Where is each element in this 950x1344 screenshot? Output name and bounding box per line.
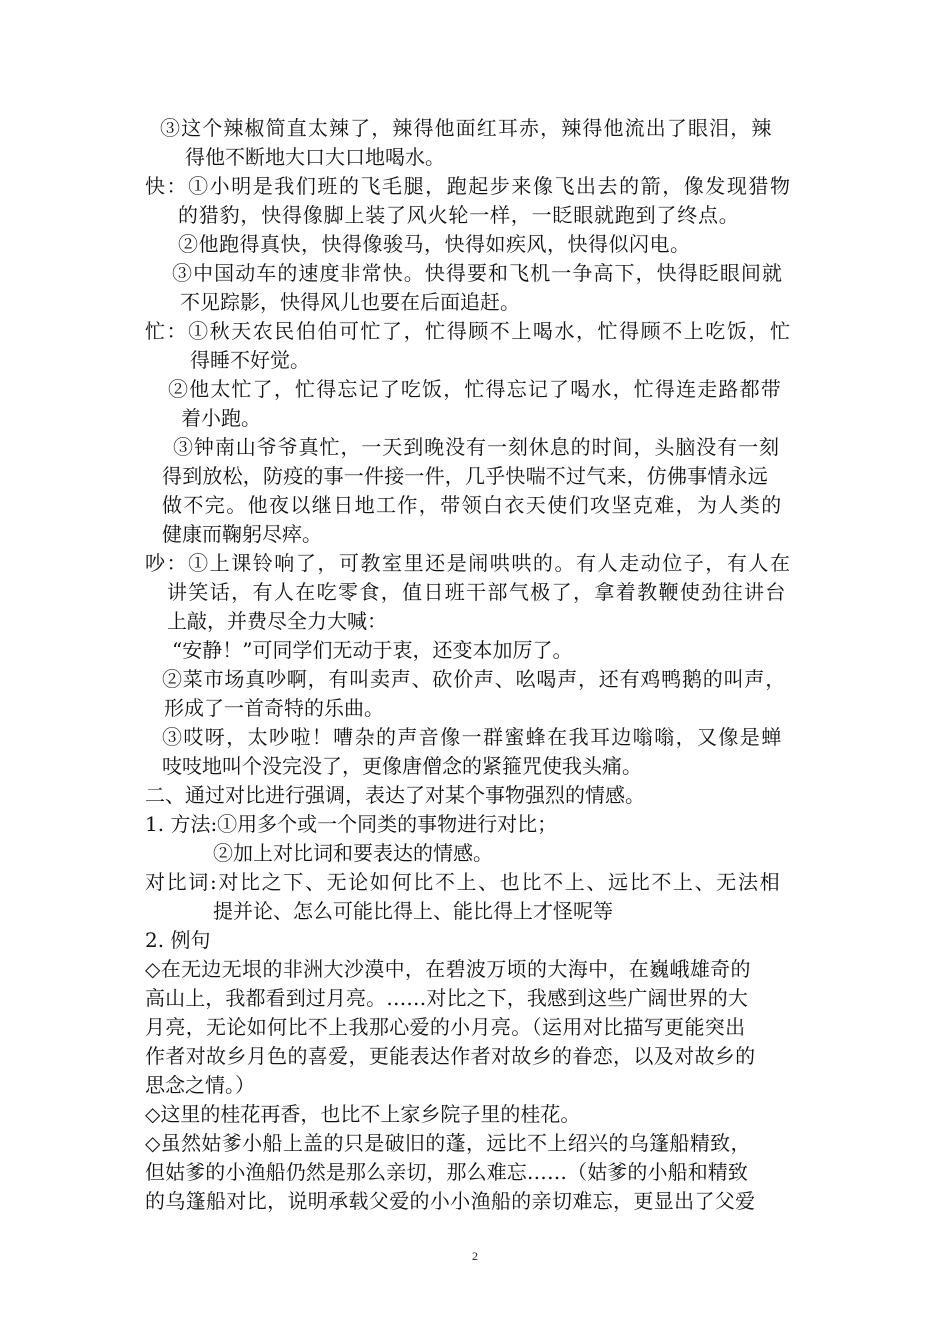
- text-line: 着小跑。: [181, 406, 261, 430]
- text-line: ②菜市场真吵啊，有叫卖声、砍价声、吆喝声，还有鸡鸭鹅的叫声，: [162, 667, 786, 691]
- section-heading: 二、通过对比进行强调，表达了对某个事物强烈的情感。: [145, 783, 645, 807]
- text-line: 作者对故乡月色的喜爱，更能表达作者对故乡的眷恋，以及对故乡的: [145, 1044, 756, 1068]
- text-line: 的猎豹，快得像脚上装了风火轮一样，一眨眼就跑到了终点。: [178, 203, 740, 227]
- text-line: ◇这里的桂花再香，也比不上家乡院子里的桂花。: [145, 1102, 581, 1126]
- text-line: “安静！”可同学们无动于衷，还变本加厉了。: [172, 638, 573, 662]
- text-line: ◇在无边无垠的非洲大沙漠中，在碧波万顷的大海中，在巍峨雄奇的: [145, 957, 751, 981]
- text-line: ②加上对比词和要表达的情感。: [213, 841, 493, 865]
- text-line: 快：①小明是我们班的飞毛腿，跑起步来像飞出去的箭，像发现猎物: [145, 174, 792, 198]
- text-line: 得睡不好觉。: [190, 348, 310, 372]
- text-line: 讲笑话，有人在吃零食，值日班干部气极了，拿着教鞭使劲往讲台: [167, 580, 787, 604]
- text-line: ③哎呀，太吵啦！嘈杂的声音像一群蜜蜂在我耳边嗡嗡，又像是蝉: [162, 725, 783, 749]
- text-line: 提并论、怎么可能比得上、能比得上才怪呢等: [213, 899, 613, 923]
- text-line: 得他不断地大口大口地喝水。: [185, 145, 445, 169]
- text-line: 不见踪影，快得风儿也要在后面追赶。: [180, 290, 520, 314]
- page-number: 2: [472, 1249, 478, 1263]
- text-line: ③中国动车的速度非常快。快得要和飞机一争高下，快得眨眼间就: [172, 261, 784, 285]
- text-line: 健康而鞠躬尽瘁。: [162, 522, 322, 546]
- text-line: ◇虽然姑爹小船上盖的只是破旧的蓬，远比不上绍兴的乌篷船精致，: [145, 1131, 751, 1155]
- text-line: ③这个辣椒简直太辣了，辣得他面红耳赤，辣得他流出了眼泪，辣: [160, 116, 773, 140]
- text-line: 吵：①上课铃响了，可教室里还是闹哄哄的。有人走动位子，有人在: [145, 551, 792, 575]
- text-line: 得到放松，防疫的事一件接一件，几乎快喘不过气来，仿佛事情永远: [162, 464, 768, 488]
- text-line: 对比词:对比之下、无论如何比不上、也比不上、远比不上、无法相: [145, 870, 782, 894]
- text-line: 忙：①秋天农民伯伯可忙了，忙得顾不上喝水，忙得顾不上吃饭，忙: [145, 319, 792, 343]
- text-line: 1. 方法:①用多个或一个同类的事物进行对比；: [145, 812, 558, 836]
- text-line: 高山上，我都看到过月亮。……对比之下，我感到这些广阔世界的大: [145, 986, 748, 1010]
- text-line: ③钟南山爷爷真忙，一天到晚没有一刻休息的时间，头脑没有一刻: [173, 435, 780, 459]
- text-line: 做不完。他夜以继日地工作，带领白衣天使们攻坚克难，为人类的: [162, 493, 783, 517]
- text-line: ②他太忙了，忙得忘记了吃饭，忙得忘记了喝水，忙得连走路都带: [168, 377, 782, 401]
- text-line: 月亮，无论如何比不上我那心爱的小月亮。（运用对比描写更能突出: [145, 1015, 746, 1039]
- text-line: 的乌篷船对比，说明承载父爱的小小渔船的亲切难忘，更显出了父爱: [145, 1189, 756, 1213]
- text-line: 吱吱地叫个没完没了，更像唐僧念的紧箍咒使我头痛。: [162, 754, 642, 778]
- text-line: 上敲，并费尽全力大喊：: [167, 609, 387, 633]
- text-line: 2. 例句: [145, 928, 211, 952]
- text-line: 思念之情。）: [145, 1073, 255, 1097]
- text-line: ②他跑得真快，快得像骏马，快得如疾风，快得似闪电。: [178, 232, 691, 256]
- text-line: 但姑爹的小渔船仍然是那么亲切，那么难忘……（姑爹的小船和精致: [145, 1160, 748, 1184]
- text-line: 形成了一首奇特的乐曲。: [164, 696, 384, 720]
